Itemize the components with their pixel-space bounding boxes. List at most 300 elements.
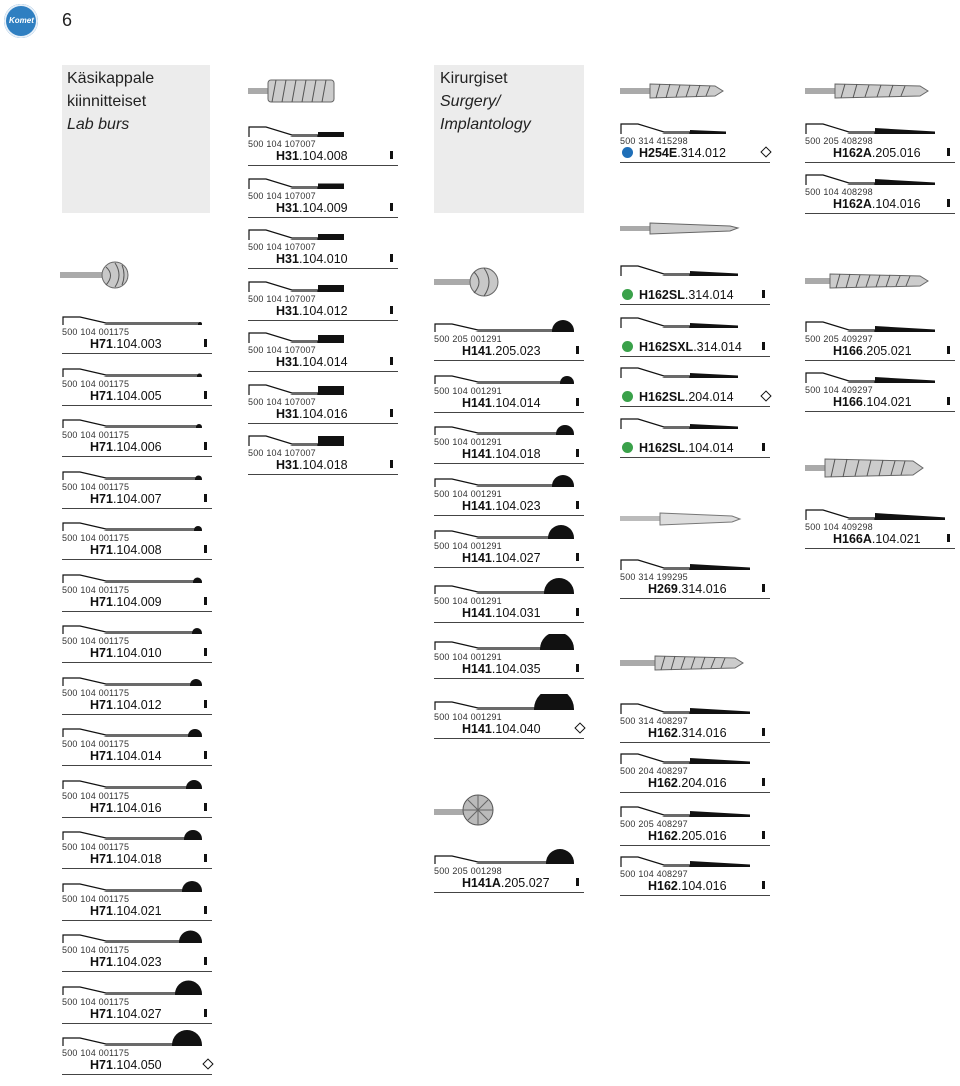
- product-entry: [62, 664, 212, 715]
- bur-shank-drawing: [805, 169, 945, 185]
- product-code-figure: H71: [90, 594, 113, 609]
- product-code: [833, 146, 921, 160]
- pack-bar-icon: [576, 449, 579, 457]
- catalog-number: 500 104 107007: [248, 448, 316, 458]
- product-code-figure: H141: [462, 499, 492, 513]
- product-code-figure: H71: [90, 388, 113, 403]
- product-entry: [434, 310, 584, 361]
- product-code-size: .104.014: [491, 396, 541, 410]
- catalog-number: 500 314 199295: [620, 572, 688, 582]
- product-code-figure: H141: [462, 722, 492, 736]
- product-code: [276, 458, 348, 472]
- product-code-figure: H141: [462, 396, 492, 410]
- pack-bar-icon: [390, 409, 393, 417]
- catalog-number: 500 104 001175: [62, 739, 130, 749]
- bone-cutter-image-1: [620, 80, 725, 102]
- product-code: [90, 646, 162, 660]
- product-code-size: .104.027: [491, 551, 541, 565]
- product-code-figure: H162SL: [639, 441, 685, 455]
- pack-bar-icon: [762, 443, 765, 451]
- product-code-size: .104.016: [677, 879, 727, 893]
- bur-shank-drawing: [62, 1030, 202, 1046]
- product-code-figure: H162SL: [639, 288, 685, 302]
- product-code-size: .314.014: [684, 288, 734, 302]
- product-entry: [620, 845, 770, 896]
- product-code: [276, 252, 348, 266]
- product-code-figure: H31: [276, 406, 299, 421]
- lab-section-title: Käsikappale kiinnitteiset Lab burs: [67, 70, 155, 133]
- catalog-number: 500 104 001175: [62, 481, 130, 492]
- catalog-number: 500 104 001175: [62, 584, 130, 595]
- catalog-number: 500 314 415298: [620, 136, 688, 146]
- bur-shank-drawing: [248, 173, 388, 189]
- row-divider: [434, 622, 584, 623]
- product-entry: [62, 767, 212, 818]
- product-code: [462, 499, 541, 513]
- row-divider: [620, 162, 770, 163]
- product-code-size: .104.016: [871, 197, 921, 211]
- product-code-size: .205.023: [491, 344, 541, 358]
- product-code-figure: H71: [90, 749, 113, 763]
- product-code-figure: H269: [648, 582, 678, 596]
- product-code: [276, 304, 348, 318]
- product-code: [833, 395, 912, 409]
- catalog-number: 500 104 001175: [62, 996, 130, 1007]
- catalog-number: 500 104 001175: [62, 687, 130, 698]
- product-entry: [620, 306, 770, 357]
- bur-shank-drawing: [434, 848, 574, 864]
- product-code-figure: H162: [648, 829, 678, 843]
- product-entry: [805, 163, 955, 214]
- product-code-size: .104.014: [684, 441, 734, 455]
- product-code-size: .104.006: [112, 440, 162, 454]
- pack-bar-icon: [204, 957, 207, 965]
- product-code-size: .104.027: [112, 1006, 162, 1021]
- product-code-size: .104.014: [298, 355, 348, 369]
- product-code-size: .104.050: [112, 1058, 162, 1072]
- product-code-figure: H141: [462, 344, 492, 358]
- pack-bar-icon: [576, 553, 579, 561]
- catalog-number: 500 104 001175: [62, 636, 130, 646]
- catalog-number: 500 205 408298: [805, 136, 873, 146]
- product-entry: [62, 355, 212, 406]
- row-divider: [805, 411, 955, 412]
- product-code-figure: H162A: [833, 146, 872, 160]
- product-code-size: .314.012: [677, 146, 726, 160]
- pack-bar-icon: [576, 398, 579, 406]
- product-entry: [805, 498, 955, 549]
- pack-bar-icon: [762, 831, 765, 839]
- product-entry: [248, 321, 398, 372]
- product-entry: [620, 548, 770, 599]
- catalog-number: 500 104 001291: [434, 652, 502, 662]
- bur-shank-drawing: [620, 118, 760, 134]
- bur-shank-drawing: [434, 523, 574, 539]
- row-divider: [805, 548, 955, 549]
- product-entry: [62, 509, 212, 560]
- bur-shank-drawing: [434, 316, 574, 332]
- product-entry: [620, 112, 770, 163]
- catalog-number: 500 104 001175: [62, 430, 130, 440]
- pack-bar-icon: [204, 494, 207, 502]
- product-code: [90, 698, 162, 712]
- product-code: [90, 749, 162, 763]
- bur-shank-drawing: [620, 801, 760, 817]
- product-code: [276, 355, 348, 369]
- product-code: [462, 606, 541, 620]
- catalog-number: 500 104 001175: [62, 1048, 130, 1058]
- product-code-figure: H162: [648, 726, 678, 740]
- pack-bar-icon: [576, 608, 579, 616]
- product-entry: [434, 842, 584, 893]
- product-code: [622, 340, 742, 354]
- product-code-size: .104.007: [112, 491, 162, 506]
- product-code-figure: H71: [90, 955, 113, 969]
- cylinder-bur-image: [248, 76, 338, 106]
- product-entry: [620, 795, 770, 846]
- pack-bar-icon: [204, 545, 207, 553]
- product-entry: [805, 310, 955, 361]
- bur-shank-drawing: [62, 824, 202, 840]
- product-code: [90, 1007, 162, 1021]
- product-code-figure: H31: [276, 355, 299, 369]
- bur-shank-drawing: [248, 379, 388, 395]
- catalog-number: 500 104 001291: [434, 489, 502, 499]
- pack-bar-icon: [204, 648, 207, 656]
- bur-shank-drawing: [62, 876, 202, 892]
- pack-bar-icon: [390, 357, 393, 365]
- product-code-figure: H31: [276, 149, 299, 163]
- catalog-number: 500 104 001291: [434, 596, 502, 606]
- product-code-size: .104.009: [298, 200, 348, 215]
- product-code-figure: H141: [462, 447, 492, 461]
- product-entry: [434, 465, 584, 516]
- catalog-number: 500 104 001175: [62, 842, 130, 852]
- product-code: [462, 396, 541, 410]
- product-code: [622, 288, 734, 302]
- product-entry: [434, 362, 584, 413]
- product-code-figure: H141: [462, 662, 492, 676]
- product-entry: [62, 303, 212, 354]
- product-code-size: .104.008: [298, 149, 348, 163]
- product-code-figure: H162A: [833, 197, 872, 211]
- catalog-number: 500 104 408297: [620, 869, 688, 879]
- product-code-figure: H71: [90, 800, 113, 815]
- product-code: [90, 904, 162, 918]
- product-code: [622, 390, 734, 404]
- bur-shank-drawing: [62, 927, 202, 943]
- color-code-dot: [622, 442, 633, 453]
- product-entry: [248, 218, 398, 269]
- row-divider: [434, 567, 584, 568]
- product-code-size: .104.003: [112, 337, 162, 351]
- bur-shank-drawing: [620, 413, 760, 429]
- product-code-figure: H141A: [462, 876, 501, 890]
- pack-bar-icon: [204, 391, 207, 399]
- catalog-number: 500 104 107007: [248, 242, 316, 252]
- product-code: [622, 441, 734, 455]
- pack-bar-icon: [576, 346, 579, 354]
- pack-bar-icon: [762, 728, 765, 736]
- product-entry: [434, 688, 584, 739]
- row-divider: [434, 678, 584, 679]
- product-entry: [62, 561, 212, 612]
- product-code-size: .104.009: [112, 594, 162, 609]
- product-code: [90, 389, 162, 403]
- pack-bar-icon: [947, 397, 950, 405]
- product-entry: [620, 254, 770, 305]
- bur-shank-drawing: [434, 694, 574, 710]
- pack-bar-icon: [204, 906, 207, 914]
- pack-bar-icon: [204, 1009, 207, 1017]
- komet-logo: Komet: [4, 4, 38, 38]
- product-code-size: .104.021: [862, 395, 912, 409]
- product-entry: [434, 413, 584, 464]
- product-code-figure: H141: [462, 551, 492, 565]
- product-code: [648, 879, 727, 893]
- bur-shank-drawing: [620, 260, 760, 276]
- pack-bar-icon: [762, 342, 765, 350]
- product-code: [90, 1058, 162, 1072]
- product-code: [276, 407, 348, 421]
- product-code: [276, 201, 348, 215]
- bur-shank-drawing: [620, 554, 760, 570]
- product-code: [90, 801, 162, 815]
- catalog-number: 500 104 409298: [805, 522, 873, 532]
- row-divider: [434, 892, 584, 893]
- pack-bar-icon: [390, 306, 393, 314]
- pack-bar-icon: [204, 700, 207, 708]
- bone-cutter-image-4: [620, 652, 745, 674]
- product-code-figure: H162: [648, 879, 678, 893]
- product-entry: [62, 612, 212, 663]
- pack-bar-icon: [204, 442, 207, 450]
- pack-bar-icon: [204, 751, 207, 759]
- product-entry: [805, 361, 955, 412]
- pack-diamond-icon: [760, 390, 771, 401]
- bur-shank-drawing: [62, 361, 202, 377]
- product-code-figure: H254E: [639, 146, 678, 160]
- product-code: [462, 876, 550, 890]
- product-code-size: .104.010: [298, 252, 348, 266]
- bur-shank-drawing: [434, 578, 574, 594]
- product-code: [648, 726, 727, 740]
- product-entry: [620, 356, 770, 407]
- bone-cutter-image-6: [805, 270, 930, 292]
- pack-bar-icon: [390, 254, 393, 262]
- catalog-number: 500 104 107007: [248, 139, 316, 149]
- bone-cutter-image-2: [620, 220, 740, 238]
- catalog-number: 500 104 001291: [434, 712, 502, 722]
- pack-bar-icon: [762, 778, 765, 786]
- catalog-number: 500 205 408297: [620, 819, 688, 829]
- product-code-size: .104.023: [491, 499, 541, 513]
- product-code-size: .104.008: [112, 543, 162, 557]
- bur-shank-drawing: [620, 748, 760, 764]
- product-entry: [62, 870, 212, 921]
- round-bur-image: [60, 255, 130, 295]
- bur-shank-drawing: [62, 567, 202, 583]
- row-divider: [434, 738, 584, 739]
- page-number: 6: [62, 10, 73, 30]
- product-code-size: .104.018: [298, 458, 348, 472]
- bur-shank-drawing: [248, 121, 388, 137]
- product-code-figure: H166: [833, 344, 863, 358]
- product-code-figure: H162: [648, 776, 678, 790]
- product-code-figure: H162SXL: [639, 340, 694, 354]
- product-code: [833, 197, 921, 211]
- product-code: [90, 955, 162, 969]
- bur-shank-drawing: [248, 430, 388, 446]
- product-code: [276, 149, 348, 163]
- product-code-figure: H141: [462, 606, 492, 620]
- pack-diamond-icon: [760, 146, 771, 157]
- bur-shank-drawing: [620, 362, 760, 378]
- product-entry: [62, 1024, 212, 1075]
- pack-bar-icon: [576, 664, 579, 672]
- product-code-size: .104.021: [112, 903, 162, 918]
- catalog-number: 500 104 001291: [434, 541, 502, 551]
- pack-bar-icon: [947, 346, 950, 354]
- product-code-size: .205.021: [862, 344, 912, 358]
- product-code: [90, 337, 162, 351]
- product-entry: [62, 715, 212, 766]
- bur-shank-drawing: [62, 464, 202, 480]
- product-entry: [434, 517, 584, 568]
- product-code-size: .205.016: [677, 829, 727, 843]
- catalog-number: 500 104 408298: [805, 187, 873, 197]
- pack-bar-icon: [762, 881, 765, 889]
- product-code-figure: H71: [90, 1058, 113, 1072]
- product-code-size: .104.018: [112, 852, 162, 866]
- catalog-number: 500 104 107007: [248, 396, 316, 407]
- product-code-figure: H71: [90, 697, 113, 712]
- row-divider: [434, 515, 584, 516]
- catalog-number: 500 104 001175: [62, 893, 130, 904]
- product-code-figure: H71: [90, 903, 113, 918]
- product-code: [462, 551, 541, 565]
- product-entry: [62, 818, 212, 869]
- product-entry: [434, 628, 584, 679]
- pack-diamond-icon: [574, 722, 585, 733]
- catalog-number: 500 104 001291: [434, 437, 502, 447]
- product-code-figure: H31: [276, 303, 299, 318]
- product-entry: [62, 921, 212, 972]
- product-entry: [434, 572, 584, 623]
- surgical-round-bur-image: [434, 262, 504, 302]
- product-code: [462, 447, 541, 461]
- catalog-number: 500 104 001175: [62, 945, 130, 955]
- product-code-figure: H71: [90, 646, 113, 660]
- color-code-dot: [622, 289, 633, 300]
- product-code-size: .104.012: [298, 303, 348, 318]
- catalog-number: 500 205 001298: [434, 866, 502, 876]
- product-entry: [248, 373, 398, 424]
- catalog-number: 500 205 409297: [805, 334, 873, 344]
- bur-shank-drawing: [62, 979, 202, 995]
- catalog-number: 500 204 408297: [620, 766, 688, 776]
- product-code: [90, 543, 162, 557]
- product-code-figure: H31: [276, 200, 299, 215]
- product-entry: [62, 458, 212, 509]
- bur-shank-drawing: [62, 670, 202, 686]
- surgical-rose-bur-image: [434, 792, 504, 832]
- bur-shank-drawing: [620, 698, 760, 714]
- catalog-number: 500 104 107007: [248, 345, 316, 355]
- product-code: [622, 146, 726, 160]
- pack-bar-icon: [204, 597, 207, 605]
- bur-shank-drawing: [62, 309, 202, 325]
- product-code-size: .205.016: [871, 146, 921, 160]
- bur-shank-drawing: [248, 276, 388, 292]
- bur-shank-drawing: [434, 419, 574, 435]
- product-entry: [62, 406, 212, 457]
- catalog-number: 500 104 409297: [805, 385, 873, 395]
- product-code: [90, 440, 162, 454]
- catalog-number: 500 104 001175: [62, 327, 130, 337]
- row-divider: [434, 360, 584, 361]
- pack-bar-icon: [390, 203, 393, 211]
- product-code-size: .104.031: [491, 606, 541, 620]
- product-code-figure: H166: [833, 395, 863, 409]
- catalog-number: 500 104 107007: [248, 293, 316, 304]
- row-divider: [620, 457, 770, 458]
- bone-cutter-image-3: [620, 510, 742, 528]
- bur-shank-drawing: [248, 224, 388, 240]
- bone-cutter-image-7: [805, 455, 925, 481]
- pack-bar-icon: [204, 803, 207, 811]
- product-code-size: .104.010: [112, 646, 162, 660]
- product-entry: [620, 692, 770, 743]
- product-entry: [248, 424, 398, 475]
- bur-shank-drawing: [434, 368, 574, 384]
- bur-shank-drawing: [434, 634, 574, 650]
- pack-diamond-icon: [202, 1058, 213, 1069]
- product-entry: [248, 167, 398, 218]
- bur-shank-drawing: [805, 118, 945, 134]
- product-code-size: .104.035: [491, 662, 541, 676]
- product-code-figure: H71: [90, 440, 113, 454]
- bur-shank-drawing: [620, 851, 760, 867]
- product-code: [462, 344, 541, 358]
- bur-shank-drawing: [805, 316, 945, 332]
- product-code-size: .104.016: [112, 800, 162, 815]
- row-divider: [805, 213, 955, 214]
- product-code: [648, 776, 727, 790]
- catalog-number: 500 104 001175: [62, 790, 130, 801]
- bur-shank-drawing: [62, 515, 202, 531]
- pack-bar-icon: [390, 151, 393, 159]
- catalog-number: 500 104 001175: [62, 378, 130, 389]
- bur-shank-drawing: [434, 471, 574, 487]
- product-code-size: .204.014: [684, 390, 734, 404]
- pack-bar-icon: [204, 854, 207, 862]
- product-code-size: .104.016: [298, 406, 348, 421]
- product-entry: [805, 112, 955, 163]
- catalog-number: 500 205 001291: [434, 334, 502, 344]
- product-code-size: .104.018: [491, 447, 541, 461]
- pack-bar-icon: [576, 501, 579, 509]
- product-code: [833, 532, 921, 546]
- product-code-figure: H31: [276, 458, 299, 472]
- color-code-dot: [622, 341, 633, 352]
- bur-shank-drawing: [62, 412, 202, 428]
- product-code-figure: H31: [276, 252, 299, 266]
- product-code-figure: H71: [90, 491, 113, 506]
- pack-bar-icon: [947, 534, 950, 542]
- bur-shank-drawing: [62, 618, 202, 634]
- product-code-size: .104.012: [112, 697, 162, 712]
